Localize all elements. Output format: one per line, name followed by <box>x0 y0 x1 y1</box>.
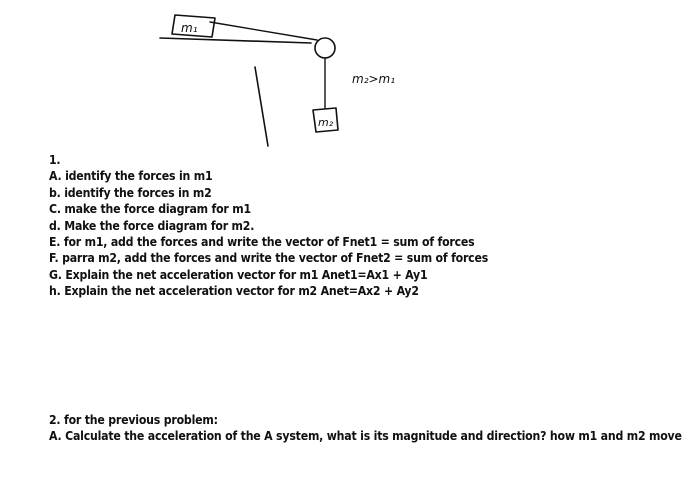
question-1-item-e: E. for m1, add the forces and write the vector of Fnet1 = sum of forces <box>49 234 475 249</box>
question-1 <box>49 152 488 300</box>
question-1-item-c: C. make the force diagram for m1 <box>49 202 251 217</box>
question-1-item-g: G. Explain the net acceleration vector for m1 Anet1=Ax1 + Ay1 <box>49 267 428 282</box>
mass-relation-note: m₂>m₁ <box>352 72 396 86</box>
question-1-item-a: A. identify the forces in m1 <box>49 169 213 184</box>
question-2-intro: 2. for the previous problem: <box>49 413 218 427</box>
question-1-item-h: h. Explain the net acceleration vector for m2 Anet=Ax2 + Ay2 <box>49 284 419 299</box>
mass1-label: m₁ <box>181 21 198 35</box>
incline-surface <box>160 38 311 43</box>
mass2-label: m₂ <box>318 116 334 129</box>
question-1-item-d: d. Make the force diagram for m2. <box>49 218 255 233</box>
question-2 <box>49 412 682 445</box>
rope-horizontal <box>210 22 317 40</box>
question-2-item-a: A. Calculate the acceleration of the A system, what is its magnitude and direction? how m1 and m2 move <box>49 429 682 444</box>
question-1-item-f: F. parra m2, add the forces and write the vector of Fnet2 = sum of forces <box>49 251 489 266</box>
question-1-item-b: b. identify the forces in m2 <box>49 185 212 200</box>
pulley <box>315 38 335 58</box>
incline-pulley-sketch <box>0 0 700 160</box>
vertical-wall <box>255 67 268 146</box>
question-1-number: 1. <box>49 153 61 167</box>
